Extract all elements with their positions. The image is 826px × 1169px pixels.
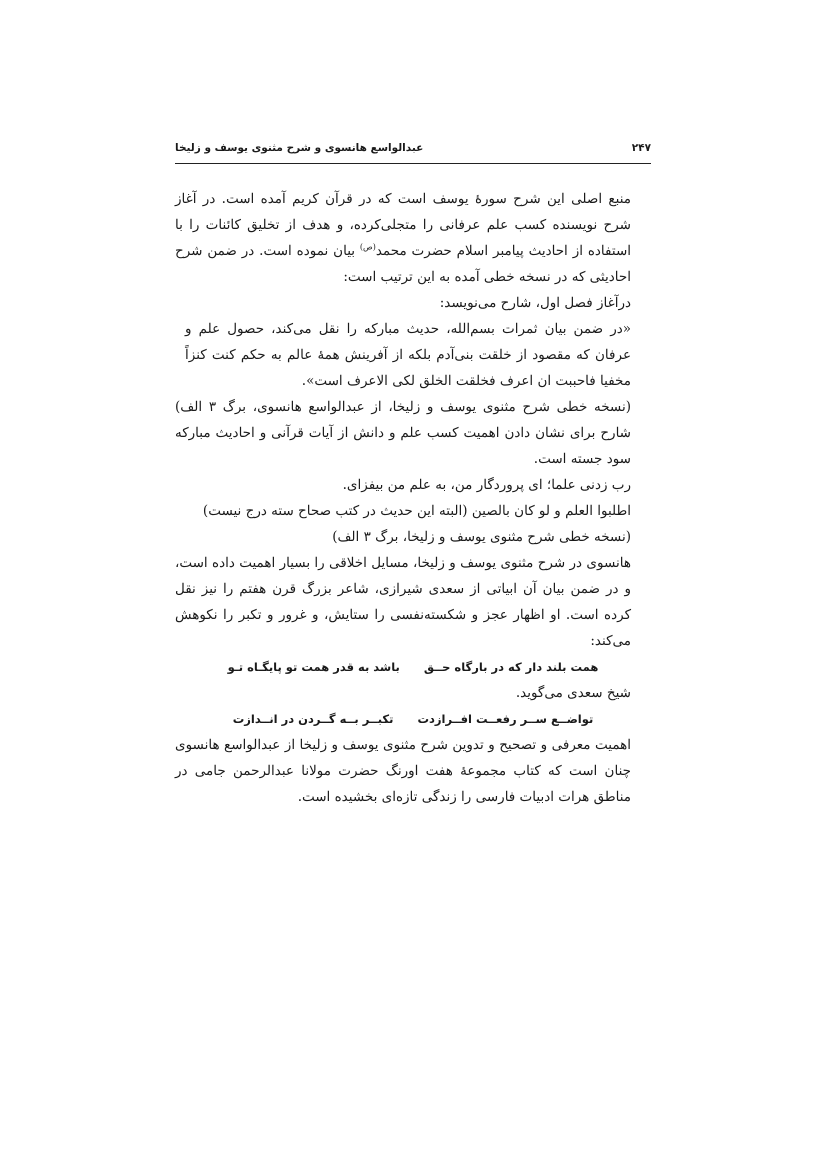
paragraph-ethics: هانسوی در شرح مثنوی یوسف و زلیخا، مسایل اخلاقی را بسیار اهمیت داده است، و در ضمن بیان آن ابیاتی از سعدی شیرازی، شاعر بزرگ قرن هفتم را نیز نقل کرده است. او اظهار عجز و شکسته‌نفسی را ستایش، و غرور و تکبر را نکوهش می‌کند:: [175, 555, 631, 649]
verse-attribution: شیخ سعدی می‌گوید.: [515, 685, 631, 701]
honorific-superscript: (ص): [359, 242, 376, 252]
header-rule: [175, 163, 651, 164]
paragraph-source: (نسخه خطی شرح مثنوی یوسف و زلیخا، از عبدالواسع هانسوی، برگ ۳ الف) شارح برای نشان دادن اهمیت کسب علم و دانش از آیات قرآنی و احادیث مبارکه سود جسته است.: [175, 399, 631, 467]
verse-1-hemistich-left: باشد به قدر همت تو پایگـاه تـو: [227, 660, 400, 674]
article-body: [175, 186, 651, 810]
page-header: [175, 140, 651, 160]
citation-line-2: اطلبوا العلم و لو کان بالصین (البته این حدیث در کتب صحاح سته درج نیست): [202, 503, 631, 519]
running-title: عبدالواسع هانسوی و شرح مثنوی یوسف و زلیخا: [175, 142, 424, 154]
paragraph-conclusion: اهمیت معرفی و تصحیح و تدوین شرح مثنوی یوسف و زلیخا از عبدالواسع هانسوی چنان است که کتاب مجموعهٔ هفت اورنگ حضرت مولانا عبدالرحمن جامی در مناطق هرات ادبیات فارسی را زندگی تازه‌ای بخشیده است.: [175, 737, 631, 805]
verse-couplet-1: [175, 654, 651, 680]
citation-line-3: (نسخه خطی شرح مثنوی یوسف و زلیخا، برگ ۳ الف): [332, 529, 631, 545]
verse-1-hemistich-right: همت بلند دار که در بارگاه حــق: [423, 660, 599, 674]
paragraph-intro-text: منبع اصلی این شرح سورهٔ یوسف است که در قرآن کریم آمده است. در آغاز شرح نویسنده کسب علم عرفانی را متجلی‌کرده، و هدف از تخلیق کائنات را با استفاده از احادیث پیامبر اسلام حضرت محمد: [175, 191, 632, 259]
verse-2-hemistich-left: تکبــر بــه گــردن در انــدازت: [232, 712, 394, 726]
block-quote: «در ضمن بیان ثمرات بسم‌الله، حدیث مبارکه را نقل می‌کند، حصول علم و عرفان که مقصود از خلقت بنی‌آدم بلکه از آفرینش همهٔ عالم به حکم کنت کنزاً مخفیا فاحببت ان اعرف فخلقت الخلق لکی الاعرف است».: [185, 321, 631, 389]
citation-line-1: رب زدنی علما؛ ای پروردگار من، به علم من بیفزای.: [342, 477, 631, 493]
verse-2-hemistich-right: تواضــع ســر رفعــت افــرازدت: [417, 712, 594, 726]
paragraph-intro-text-end: بیان نموده است. در ضمن شرح احادیثی که در نسخه خطی آمده به این ترتیب است:: [175, 243, 631, 285]
page-number: ۲۴۷: [631, 142, 651, 154]
verse-couplet-2: [175, 706, 651, 732]
quote-introduction: درآغاز فصل اول، شارح می‌نویسد:: [439, 295, 631, 311]
paragraph-intro: [175, 186, 651, 290]
